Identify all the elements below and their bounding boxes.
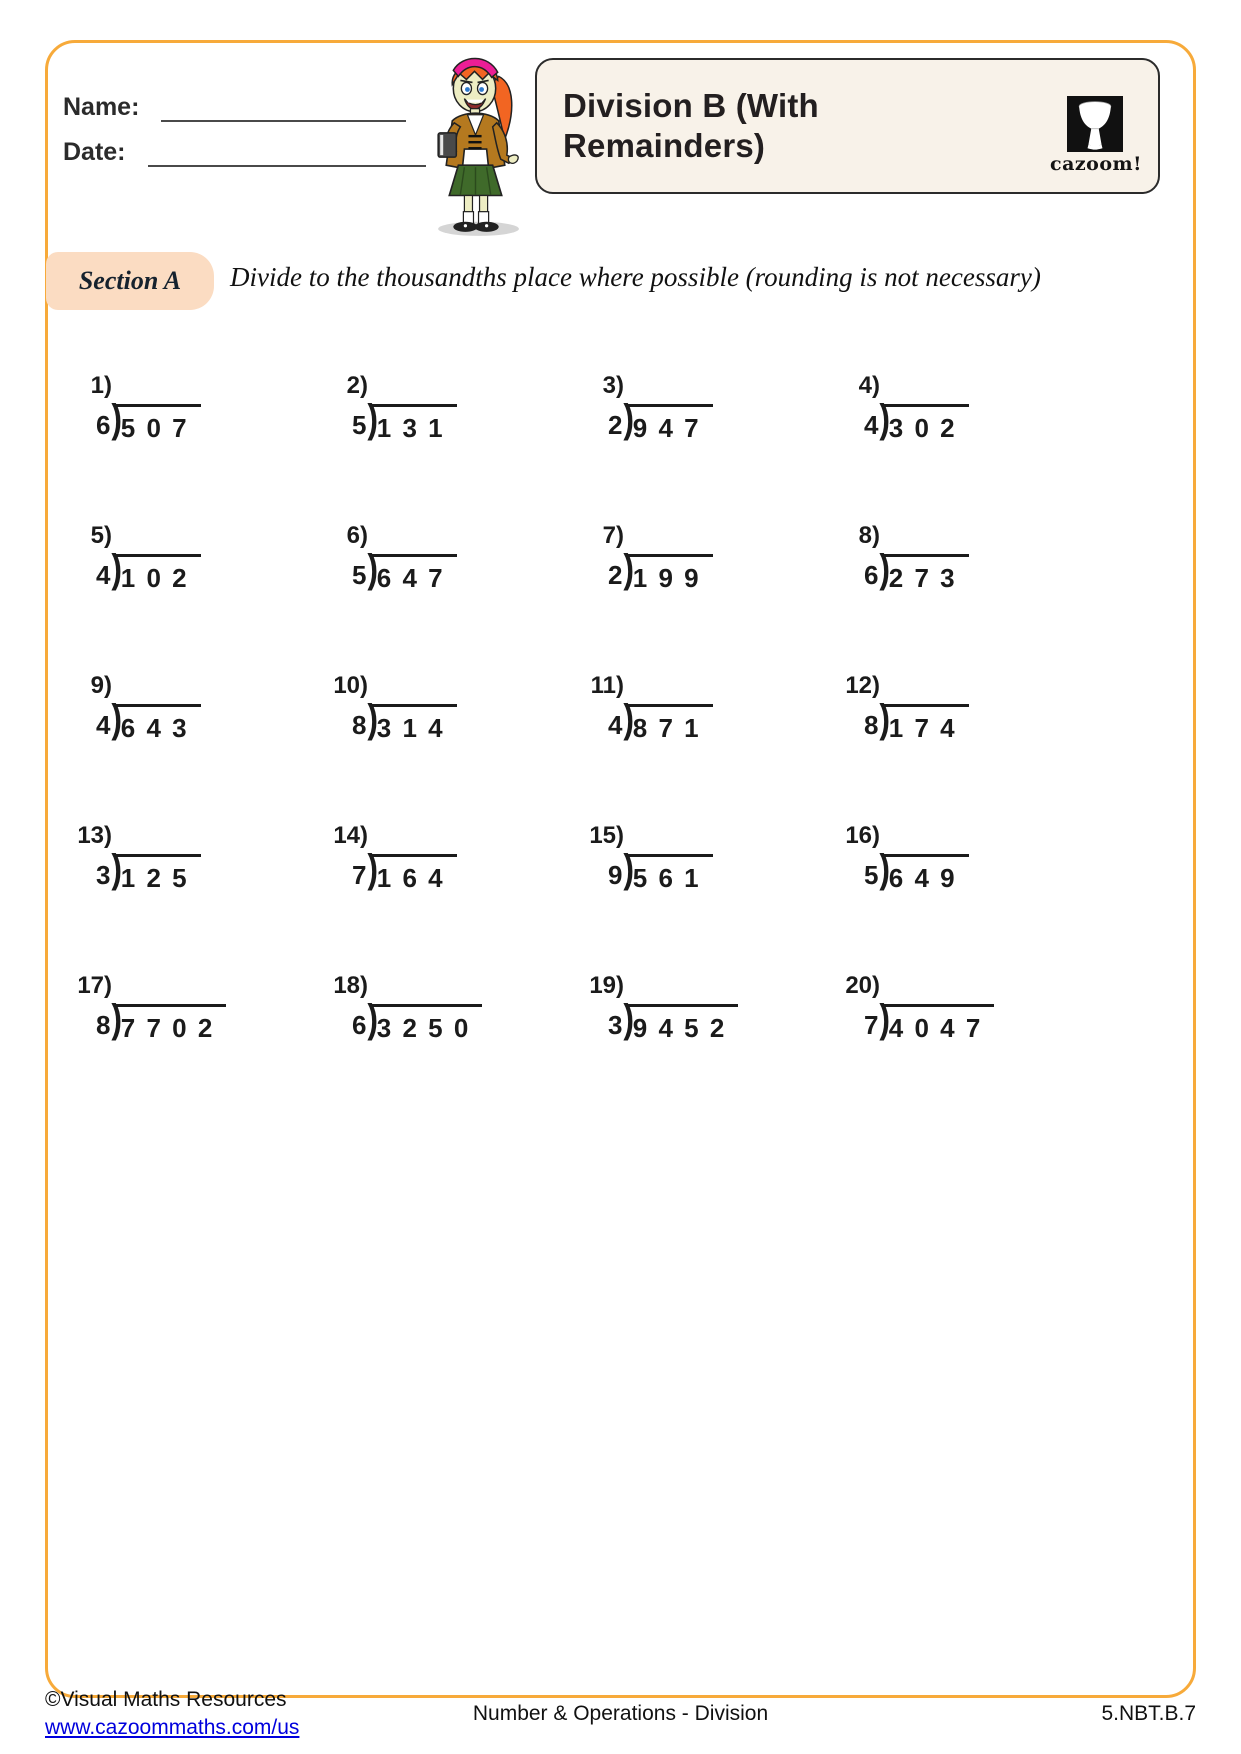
drum-icon xyxy=(1067,96,1123,152)
divisor: 4 xyxy=(864,410,879,440)
cazoommaths-link[interactable]: www.cazoommaths.com/us xyxy=(45,1716,300,1739)
division-bracket-icon: ) xyxy=(623,397,635,441)
division-bracket-icon: ) xyxy=(623,547,635,591)
dividend: 3 2 5 0 xyxy=(372,1004,483,1044)
problem-number: 14) xyxy=(333,822,368,849)
name-row xyxy=(63,93,406,122)
divisor: 4 xyxy=(608,710,623,740)
division-problem xyxy=(572,660,828,810)
division-problem xyxy=(60,660,316,810)
division-expression xyxy=(864,697,1084,744)
divisor: 4 xyxy=(96,710,111,740)
problem-number: 11) xyxy=(590,672,624,699)
date-row xyxy=(63,138,426,167)
problem-number: 20) xyxy=(845,972,880,999)
division-expression xyxy=(608,397,828,444)
division-problem xyxy=(572,510,828,660)
division-problem xyxy=(316,510,572,660)
division-problem xyxy=(828,810,1084,960)
divisor: 2 xyxy=(608,410,623,440)
problem-number: 3) xyxy=(602,372,624,399)
division-bracket-icon: ) xyxy=(367,547,379,591)
dividend: 1 7 4 xyxy=(884,704,969,744)
division-bracket-icon: ) xyxy=(111,547,123,591)
section-a-label: Section A xyxy=(78,266,182,295)
dividend: 9 4 7 xyxy=(628,404,713,444)
problem-number: 9) xyxy=(90,672,112,699)
divisor: 2 xyxy=(608,560,623,590)
divisor: 3 xyxy=(96,860,111,890)
divisor: 8 xyxy=(864,710,879,740)
dividend: 6 4 3 xyxy=(116,704,201,744)
division-problem xyxy=(572,960,828,1110)
division-problem xyxy=(60,510,316,660)
division-expression xyxy=(864,397,1084,444)
divisor: 5 xyxy=(864,860,879,890)
worksheet-title: Division B (With Remainders) xyxy=(563,86,819,164)
cazoom-logo-text: cazoom! xyxy=(1050,153,1142,175)
dividend: 1 6 4 xyxy=(372,854,457,894)
division-expression xyxy=(352,547,572,594)
division-problem xyxy=(316,960,572,1110)
date-blank-line[interactable] xyxy=(148,143,426,167)
standard-code: 5.NBT.B.7 xyxy=(1101,1702,1196,1725)
divisor: 8 xyxy=(352,710,367,740)
dividend: 5 6 1 xyxy=(628,854,713,894)
division-expression xyxy=(352,397,572,444)
division-bracket-icon: ) xyxy=(111,697,123,741)
division-problem xyxy=(316,360,572,510)
division-problem xyxy=(60,810,316,960)
dividend: 3 0 2 xyxy=(884,404,969,444)
problems-grid xyxy=(60,360,1190,1110)
divisor: 3 xyxy=(608,1010,623,1040)
division-expression xyxy=(352,997,572,1044)
division-problem xyxy=(60,360,316,510)
division-bracket-icon: ) xyxy=(367,397,379,441)
problem-number: 19) xyxy=(589,972,624,999)
problem-number: 8) xyxy=(858,522,880,549)
cazoom-logo xyxy=(1050,96,1140,175)
division-bracket-icon: ) xyxy=(879,697,891,741)
problem-number: 12) xyxy=(845,672,880,699)
division-expression xyxy=(352,697,572,744)
divisor: 6 xyxy=(864,560,879,590)
division-problem xyxy=(828,360,1084,510)
division-bracket-icon: ) xyxy=(367,847,379,891)
division-expression xyxy=(864,997,1084,1044)
division-bracket-icon: ) xyxy=(111,397,123,441)
division-expression xyxy=(96,997,316,1044)
divisor: 5 xyxy=(352,560,367,590)
name-blank-line[interactable] xyxy=(161,98,406,122)
problem-number: 5) xyxy=(90,522,112,549)
division-problem xyxy=(60,960,316,1110)
dividend: 2 7 3 xyxy=(884,554,969,594)
division-expression xyxy=(864,547,1084,594)
dividend: 1 9 9 xyxy=(628,554,713,594)
division-expression xyxy=(608,547,828,594)
division-expression xyxy=(96,397,316,444)
divisor: 8 xyxy=(96,1010,111,1040)
divisor: 4 xyxy=(96,560,111,590)
dividend: 9 4 5 2 xyxy=(628,1004,739,1044)
division-bracket-icon: ) xyxy=(111,997,123,1041)
dividend: 7 7 0 2 xyxy=(116,1004,227,1044)
division-problem xyxy=(572,810,828,960)
divisor: 7 xyxy=(864,1010,879,1040)
divisor: 9 xyxy=(608,860,623,890)
problem-number: 7) xyxy=(602,522,624,549)
division-problem xyxy=(828,510,1084,660)
division-problem xyxy=(828,960,1084,1110)
division-expression xyxy=(864,847,1084,894)
division-expression xyxy=(608,997,828,1044)
section-a-badge xyxy=(46,252,214,310)
division-bracket-icon: ) xyxy=(111,847,123,891)
dividend: 6 4 9 xyxy=(884,854,969,894)
student-character-illustration xyxy=(422,46,528,238)
division-expression xyxy=(352,847,572,894)
dividend: 1 2 5 xyxy=(116,854,201,894)
title-box xyxy=(535,58,1160,194)
divisor: 6 xyxy=(96,410,111,440)
division-expression xyxy=(96,847,316,894)
division-bracket-icon: ) xyxy=(623,847,635,891)
copyright-text: ©Visual Maths Resources xyxy=(45,1688,287,1711)
division-bracket-icon: ) xyxy=(367,997,379,1041)
division-problem xyxy=(572,360,828,510)
division-expression xyxy=(608,847,828,894)
problem-number: 16) xyxy=(845,822,880,849)
dividend: 1 3 1 xyxy=(372,404,457,444)
dividend: 1 0 2 xyxy=(116,554,201,594)
division-bracket-icon: ) xyxy=(623,997,635,1041)
division-bracket-icon: ) xyxy=(623,697,635,741)
division-bracket-icon: ) xyxy=(879,547,891,591)
dividend: 8 7 1 xyxy=(628,704,713,744)
problem-number: 17) xyxy=(77,972,112,999)
problem-number: 18) xyxy=(333,972,368,999)
problem-number: 15) xyxy=(589,822,624,849)
divisor: 5 xyxy=(352,410,367,440)
division-expression xyxy=(96,547,316,594)
division-expression xyxy=(96,697,316,744)
division-bracket-icon: ) xyxy=(879,997,891,1041)
division-bracket-icon: ) xyxy=(879,847,891,891)
division-bracket-icon: ) xyxy=(879,397,891,441)
dividend: 5 0 7 xyxy=(116,404,201,444)
problem-number: 2) xyxy=(346,372,368,399)
divisor: 6 xyxy=(352,1010,367,1040)
divisor: 7 xyxy=(352,860,367,890)
name-label: Name: xyxy=(63,93,140,121)
problem-number: 10) xyxy=(333,672,368,699)
date-label: Date: xyxy=(63,138,126,166)
dividend: 4 0 4 7 xyxy=(884,1004,995,1044)
footer-topic: Number & Operations - Division xyxy=(472,1702,769,1725)
dividend: 3 1 4 xyxy=(372,704,457,744)
problem-number: 1) xyxy=(90,372,112,399)
division-problem xyxy=(828,660,1084,810)
dividend: 6 4 7 xyxy=(372,554,457,594)
problem-number: 6) xyxy=(346,522,368,549)
problem-number: 4) xyxy=(858,372,880,399)
problem-number: 13) xyxy=(77,822,112,849)
division-expression xyxy=(608,697,828,744)
division-problem xyxy=(316,810,572,960)
section-a-instruction: Divide to the thousandths place where possible (rounding is not necessary) xyxy=(230,262,1041,292)
division-bracket-icon: ) xyxy=(367,697,379,741)
division-problem xyxy=(316,660,572,810)
